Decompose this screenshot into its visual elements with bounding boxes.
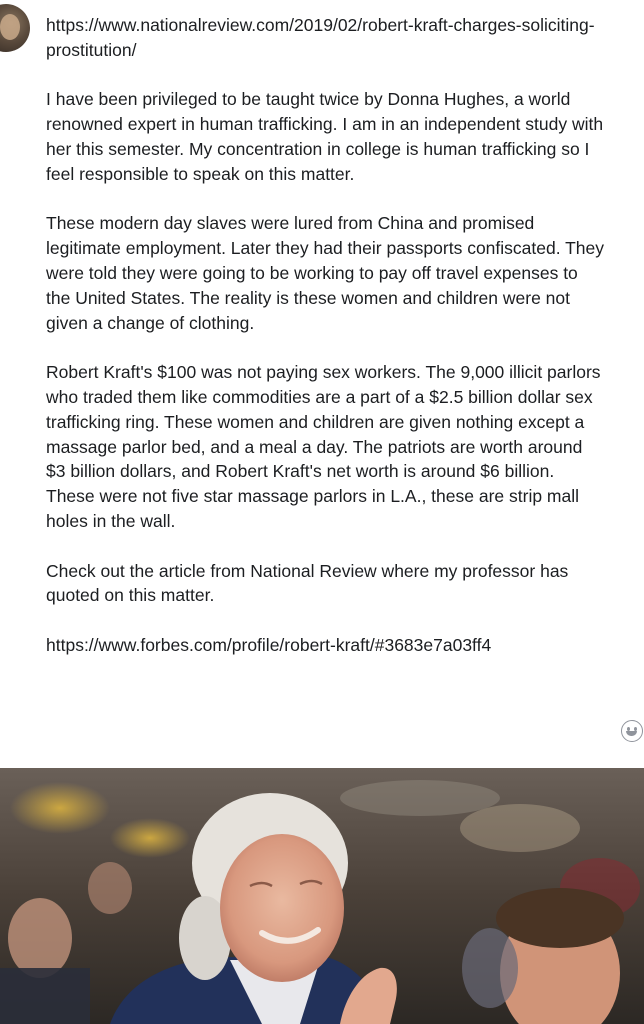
post-body xyxy=(46,13,606,683)
photo-bg-person-clothing xyxy=(0,968,90,1024)
smiley-face-icon[interactable] xyxy=(621,720,643,742)
emoji-mouth xyxy=(626,731,637,736)
photo-blur-light xyxy=(460,804,580,852)
photo-subject-face xyxy=(220,834,344,982)
photo-blur-light xyxy=(340,780,500,816)
post-paragraph-trafficking: These modern day slaves were lured from China and promised legitimate employment. Later they had their passports confiscated. They were told they were going to be working to pay off travel expenses to the United States. The reality is these women and children were not given a change of clothing. xyxy=(46,213,605,333)
avatar-face xyxy=(0,14,20,40)
post-paragraph-intro: I have been privileged to be taught twice by Donna Hughes, a world renowned expert in human trafficking. I am in an independent study with her this semester. My concentration in college is human trafficking so I feel responsible to speak on this matter. xyxy=(46,89,604,184)
photo-blur-yellow xyxy=(110,818,190,858)
post-link-national-review[interactable]: https://www.nationalreview.com/2019/02/robert-kraft-charges-soliciting-prostitution/ xyxy=(46,15,595,60)
post-paragraph-kraft: Robert Kraft's $100 was not paying sex workers. The 9,000 illicit parlors who traded them like commodities are a part of a $2.5 billion dollar sex trafficking ring. These women and children are given nothing except a massage parlor bed, and a meal a day. The patriots are worth around $3 billion dollars, and Robert Kraft's net worth is around $6 billion. These were not five star massage parlors in L.A., these are strip mall holes in the wall. xyxy=(46,362,601,531)
post-paragraph-article: Check out the article from National Review where my professor has quoted on this matter. xyxy=(46,560,569,606)
photo-bg-person xyxy=(462,928,518,1008)
photo-illustration xyxy=(0,768,644,1024)
photo-bg-person xyxy=(8,898,72,978)
post-link-forbes[interactable]: https://www.forbes.com/profile/robert-kraft/#3683e7a03ff4 xyxy=(46,634,492,655)
photo-fg-person-hair xyxy=(496,888,624,948)
user-avatar[interactable] xyxy=(0,4,30,52)
photo-bg-person xyxy=(88,862,132,914)
photo-blur-yellow xyxy=(10,782,110,834)
post-photo[interactable] xyxy=(0,768,644,1024)
